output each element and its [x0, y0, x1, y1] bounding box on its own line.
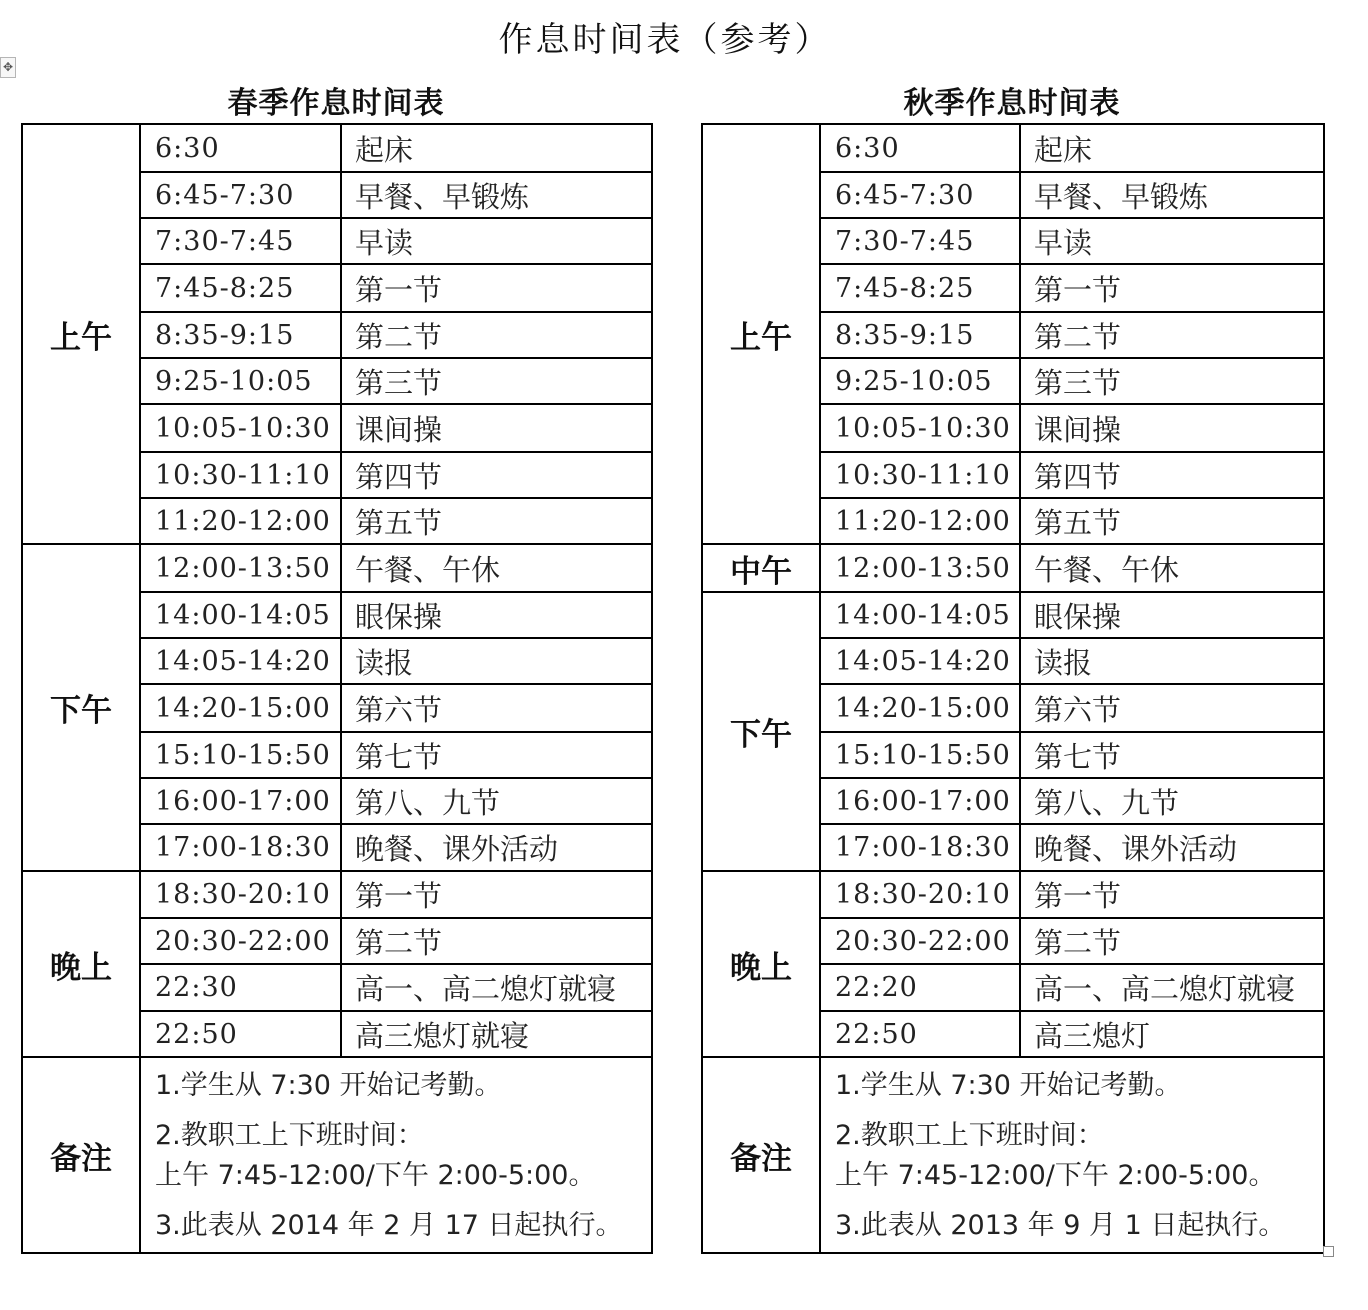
note-line: 上午 7:45-12:00/下午 2:00-5:00。	[835, 1160, 1276, 1191]
activity-cell: 早读	[341, 218, 652, 264]
spring-table-title: 春季作息时间表	[227, 86, 445, 121]
time-cell: 7:45-8:25	[140, 264, 341, 312]
activity-cell: 第二节	[1020, 312, 1324, 358]
time-cell: 22:50	[140, 1011, 341, 1057]
time-cell: 14:20-15:00	[820, 684, 1020, 732]
activity-cell: 第八、九节	[1020, 778, 1324, 824]
period-label-afternoon: 下午	[702, 592, 820, 871]
time-cell: 14:00-14:05	[140, 592, 341, 638]
note-line: 1.学生从 7:30 开始记考勤。	[155, 1070, 502, 1101]
time-cell: 14:05-14:20	[820, 638, 1020, 684]
activity-cell: 第二节	[1020, 918, 1324, 964]
time-cell: 12:00-13:50	[820, 544, 1020, 592]
table-row	[702, 592, 1324, 638]
time-cell: 9:25-10:05	[820, 358, 1020, 404]
time-cell: 22:20	[820, 964, 1020, 1011]
time-cell: 7:30-7:45	[820, 218, 1020, 264]
time-cell: 22:50	[820, 1011, 1020, 1057]
notes-row	[702, 1057, 1324, 1253]
period-label-evening: 晚上	[22, 871, 140, 1057]
time-cell: 17:00-18:30	[140, 824, 341, 871]
time-cell: 6:30	[820, 124, 1020, 172]
activity-cell: 高三熄灯就寝	[341, 1011, 652, 1057]
activity-cell: 第一节	[341, 264, 652, 312]
activity-cell: 午餐、午休	[1020, 544, 1324, 592]
activity-cell: 第二节	[341, 918, 652, 964]
activity-cell: 第四节	[341, 452, 652, 498]
note-line: 2.教职工上下班时间：	[835, 1120, 1104, 1151]
time-cell: 17:00-18:30	[820, 824, 1020, 871]
activity-cell: 课间操	[1020, 404, 1324, 452]
time-cell: 8:35-9:15	[820, 312, 1020, 358]
activity-cell: 第二节	[341, 312, 652, 358]
notes-cell	[820, 1057, 1324, 1253]
activity-cell: 第七节	[341, 732, 652, 778]
note-line: 1.学生从 7:30 开始记考勤。	[835, 1070, 1182, 1101]
note-line: 上午 7:45-12:00/下午 2:00-5:00。	[155, 1160, 596, 1191]
autumn-schedule-table	[701, 123, 1325, 1254]
time-cell: 18:30-20:10	[140, 871, 341, 918]
activity-cell: 晚餐、课外活动	[1020, 824, 1324, 871]
note-line: 3.此表从 2014 年 2 月 17 日起执行。	[155, 1210, 623, 1241]
period-label-evening: 晚上	[702, 871, 820, 1057]
activity-cell: 眼保操	[341, 592, 652, 638]
activity-cell: 高一、高二熄灯就寝	[341, 964, 652, 1011]
period-label-morning: 上午	[22, 124, 140, 544]
activity-cell: 第五节	[1020, 498, 1324, 544]
activity-cell: 早读	[1020, 218, 1324, 264]
activity-cell: 读报	[341, 638, 652, 684]
time-cell: 15:10-15:50	[140, 732, 341, 778]
time-cell: 18:30-20:10	[820, 871, 1020, 918]
activity-cell: 晚餐、课外活动	[341, 824, 652, 871]
activity-cell: 第一节	[1020, 264, 1324, 312]
time-cell: 10:05-10:30	[140, 404, 341, 452]
time-cell: 6:45-7:30	[820, 172, 1020, 218]
time-cell: 11:20-12:00	[820, 498, 1020, 544]
time-cell: 10:30-11:10	[820, 452, 1020, 498]
time-cell: 14:00-14:05	[820, 592, 1020, 638]
table-row	[22, 124, 652, 172]
activity-cell: 起床	[1020, 124, 1324, 172]
period-label-morning: 上午	[702, 124, 820, 544]
notes-label: 备注	[22, 1057, 140, 1253]
time-cell: 12:00-13:50	[140, 544, 341, 592]
notes-cell	[140, 1057, 652, 1253]
time-cell: 8:35-9:15	[140, 312, 341, 358]
time-cell: 15:10-15:50	[820, 732, 1020, 778]
table-row	[702, 871, 1324, 918]
time-cell: 7:45-8:25	[820, 264, 1020, 312]
time-cell: 6:45-7:30	[140, 172, 341, 218]
time-cell: 10:30-11:10	[140, 452, 341, 498]
table-resize-handle-icon[interactable]	[1323, 1246, 1334, 1257]
period-label-noon: 中午	[702, 544, 820, 592]
time-cell: 9:25-10:05	[140, 358, 341, 404]
time-cell: 11:20-12:00	[140, 498, 341, 544]
activity-cell: 第四节	[1020, 452, 1324, 498]
activity-cell: 高三熄灯	[1020, 1011, 1324, 1057]
table-row	[22, 544, 652, 592]
time-cell: 7:30-7:45	[140, 218, 341, 264]
activity-cell: 第一节	[341, 871, 652, 918]
table-row	[22, 871, 652, 918]
note-line: 2.教职工上下班时间：	[155, 1120, 424, 1151]
spring-schedule-table	[21, 123, 653, 1254]
autumn-table-title: 秋季作息时间表	[903, 86, 1121, 121]
period-label-afternoon: 下午	[22, 544, 140, 871]
activity-cell: 读报	[1020, 638, 1324, 684]
activity-cell: 第五节	[341, 498, 652, 544]
time-cell: 16:00-17:00	[140, 778, 341, 824]
activity-cell: 早餐、早锻炼	[341, 172, 652, 218]
activity-cell: 午餐、午休	[341, 544, 652, 592]
time-cell: 14:05-14:20	[140, 638, 341, 684]
activity-cell: 眼保操	[1020, 592, 1324, 638]
activity-cell: 第六节	[341, 684, 652, 732]
notes-row	[22, 1057, 652, 1253]
document-title: 作息时间表（参考）	[498, 20, 832, 60]
note-line: 3.此表从 2013 年 9 月 1 日起执行。	[835, 1210, 1286, 1241]
activity-cell: 第八、九节	[341, 778, 652, 824]
activity-cell: 第六节	[1020, 684, 1324, 732]
time-cell: 16:00-17:00	[820, 778, 1020, 824]
activity-cell: 早餐、早锻炼	[1020, 172, 1324, 218]
activity-cell: 课间操	[341, 404, 652, 452]
time-cell: 6:30	[140, 124, 341, 172]
table-move-handle-icon[interactable]: ✥	[0, 57, 16, 78]
time-cell: 20:30-22:00	[140, 918, 341, 964]
table-row	[702, 544, 1324, 592]
time-cell: 10:05-10:30	[820, 404, 1020, 452]
notes-label: 备注	[702, 1057, 820, 1253]
activity-cell: 第三节	[1020, 358, 1324, 404]
activity-cell: 第一节	[1020, 871, 1324, 918]
activity-cell: 第三节	[341, 358, 652, 404]
activity-cell: 高一、高二熄灯就寝	[1020, 964, 1324, 1011]
activity-cell: 起床	[341, 124, 652, 172]
time-cell: 20:30-22:00	[820, 918, 1020, 964]
table-row	[702, 124, 1324, 172]
time-cell: 14:20-15:00	[140, 684, 341, 732]
activity-cell: 第七节	[1020, 732, 1324, 778]
time-cell: 22:30	[140, 964, 341, 1011]
